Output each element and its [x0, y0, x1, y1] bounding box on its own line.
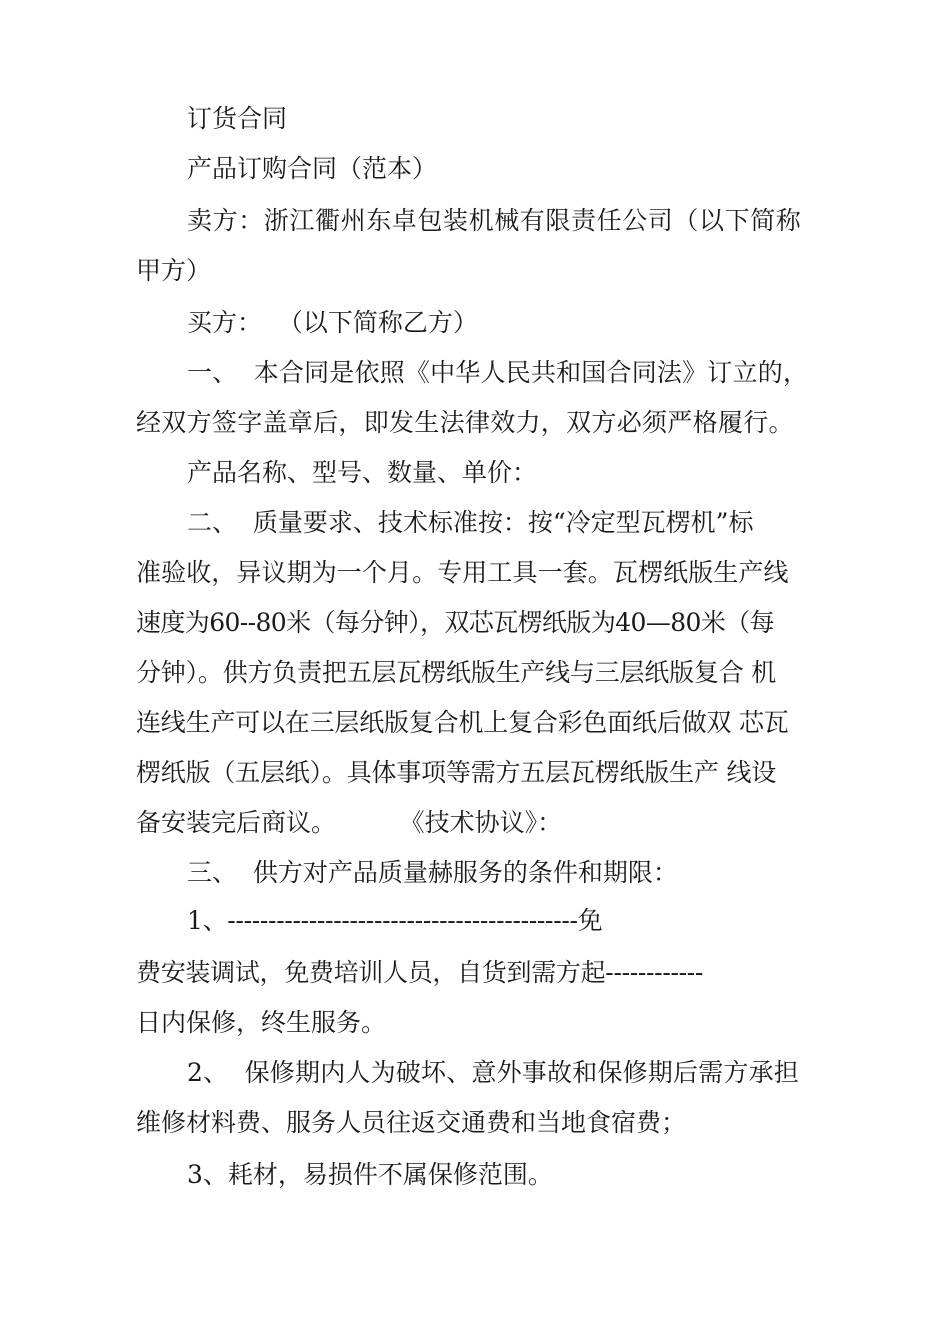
clause-3-item-2-line-2: 维修材料费、服务人员往返交通费和当地食宿费； — [136, 1108, 687, 1137]
clause-1-line-2: 经双方签字盖章后，即发生法律效力，双方必须严格履行。 — [136, 408, 794, 437]
clause-1-line-1: 一、 本合同是依照《中华人民共和国合同法》订立的， — [187, 358, 809, 387]
doc-title: 订货合同 — [187, 104, 288, 133]
clause-3-item-1-line-3: 日内保修，终生服务。 — [136, 1008, 387, 1037]
clause-3-item-3: 3、耗材，易损件不属保修范围。 — [187, 1160, 553, 1189]
clause-3-heading: 三、 供方对产品质量赫服务的条件和期限： — [187, 858, 678, 887]
clause-2-line-6: 楞纸版（五层纸）。具体事项等需方五层瓦楞纸版生产 线设 — [136, 758, 777, 787]
clause-3-item-1-line-2: 费安装调试，免费培训人员，自货到需方起------------ — [136, 958, 704, 987]
clause-2-line-4: 分钟）。供方负责把五层瓦楞纸版生产线与三层纸版复合 机 — [136, 658, 777, 687]
seller-line-cont: 甲方） — [136, 256, 212, 285]
seller-line: 卖方：浙江衢州东卓包装机械有限责任公司（以下简称 — [187, 206, 802, 235]
clause-2-line-1: 二、 质量要求、技术标准按：按“冷定型瓦楞机”标 — [187, 508, 754, 537]
buyer-line: 买方： （以下简称乙方） — [187, 308, 478, 337]
clause-3-item-2-line-1: 2、 保修期内人为破坏、意外事故和保修期后需方承担 — [187, 1058, 800, 1087]
clause-2-line-2: 准验收，异议期为一个月。专用工具一套。瓦楞纸版生产线 — [136, 558, 789, 587]
product-info-line: 产品名称、型号、数量、单价： — [187, 458, 538, 487]
clause-3-item-1-line-1: 1、-------------------------------------------免 — [187, 906, 603, 935]
clause-2-line-7: 备安装完后商议。 《技术协议》： — [136, 808, 563, 837]
doc-subtitle: 产品订购合同（范本） — [187, 154, 438, 183]
clause-2-line-3: 速度为60--80米（每分钟），双芯瓦楞纸版为40—80米（每 — [136, 608, 775, 637]
clause-2-line-5: 连线生产可以在三层纸版复合机上复合彩色面纸后做双 芯瓦 — [136, 708, 789, 737]
